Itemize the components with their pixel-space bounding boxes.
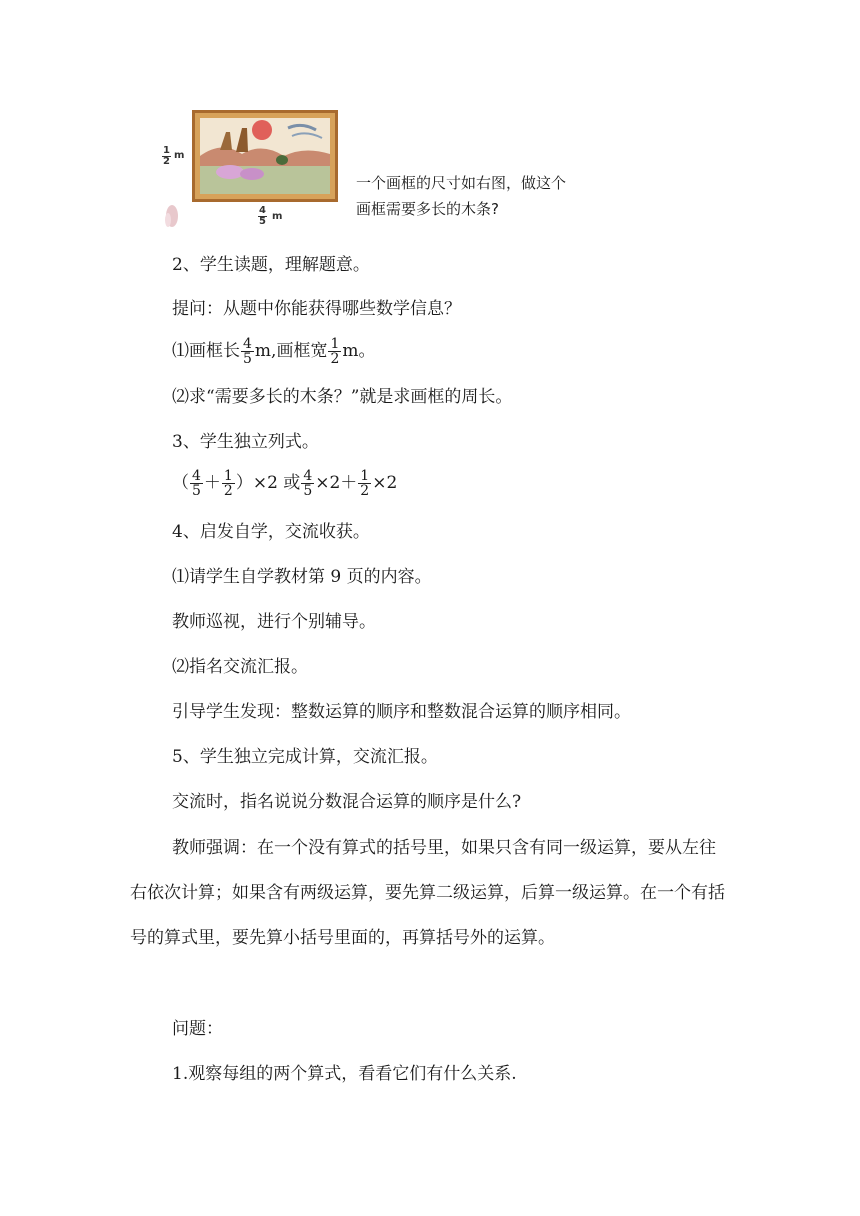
question-text: 提问：从题中你能获得哪些数学信息？	[172, 299, 461, 319]
width-fraction: $\frac{1}{2}$	[330, 336, 340, 367]
formula-plus: ＋	[203, 473, 221, 493]
info-line-1	[172, 334, 376, 368]
figure-caption-line1: 一个画框的尺寸如右图，做这个	[356, 174, 567, 192]
teacher-emphasis-paragraph: 教师强调：在一个没有算式的括号里，如果只含有同一级运算，要从左往右依次计算；如果含有两级运算，要先算二级运算，后算一级运算。在一个有括号的算式里，要先算小括号里面的，再算括号外的运算。	[130, 838, 725, 948]
frame-picture	[192, 110, 338, 202]
frame-height-fraction: $\frac{1}{2}$	[163, 145, 170, 167]
problem-heading: 问题：	[172, 1019, 223, 1039]
info-line-2: ⑵求“需要多长的木条？”就是求画框的周长。	[172, 387, 513, 407]
formula-end: ×2	[372, 473, 398, 493]
info-line-1-suffix: m。	[342, 341, 376, 361]
formula-fraction-c: $\frac{4}{5}$	[303, 468, 313, 499]
formula-line	[172, 466, 397, 500]
info-line-1-prefix: ⑴画框长	[172, 341, 240, 361]
formula-fraction-a: $\frac{4}{5}$	[192, 468, 201, 499]
frame-width-fraction: $\frac{4}{5}$	[259, 205, 266, 227]
frame-figure	[158, 110, 348, 230]
problem-1: 1.观察每组的两个算式，看看它们有什么关系.	[172, 1064, 517, 1084]
info-line-1-mid: m,画框宽	[254, 341, 328, 361]
step-4-heading: 4、启发自学，交流收获。	[172, 522, 370, 542]
frame-height-unit: m	[174, 150, 185, 161]
step-5-heading: 5、学生独立完成计算，交流汇报。	[172, 747, 438, 767]
decor-flower	[158, 196, 182, 230]
length-fraction: $\frac{4}{5}$	[243, 336, 252, 367]
exchange-line: 交流时，指名说说分数混合运算的顺序是什么?	[172, 792, 522, 812]
formula-open: （	[172, 473, 189, 493]
step-3-heading: 3、学生独立列式。	[172, 432, 319, 452]
formula-fraction-b: $\frac{1}{2}$	[223, 468, 233, 499]
figure-caption-line2: 画框需要多长的木条?	[356, 200, 499, 218]
discovery-line: 引导学生发现：整数运算的顺序和整数混合运算的顺序相同。	[172, 702, 631, 722]
step-2-heading: 2、学生读题，理解题意。	[172, 255, 370, 275]
formula-fraction-d: $\frac{1}{2}$	[360, 468, 370, 499]
formula-mid: ×2＋	[315, 473, 358, 493]
report-line: ⑵指名交流汇报。	[172, 657, 308, 677]
self-study-line: ⑴请学生自学教材第 9 页的内容。	[172, 567, 432, 587]
frame-width-unit: m	[272, 211, 283, 222]
formula-close: ）×2 或	[235, 473, 301, 493]
teacher-patrol-line: 教师巡视，进行个别辅导。	[172, 612, 376, 632]
